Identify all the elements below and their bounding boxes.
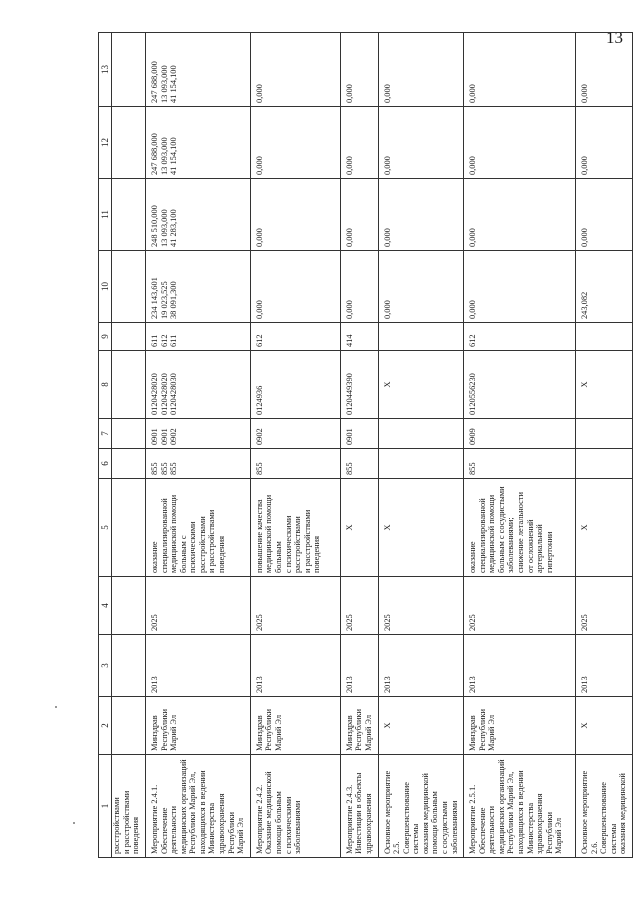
column-number-3: 3 <box>99 635 112 697</box>
cell-activity-name <box>112 755 146 858</box>
cell-executor <box>378 697 464 755</box>
cell-vr-value: 611 <box>169 334 179 347</box>
cell-grbs <box>576 449 633 479</box>
cell-start-year-text: 2013 <box>382 676 392 693</box>
cell-amount-col12-value: 0,000 <box>468 156 478 175</box>
cell-end-year-text: 2025 <box>254 614 264 631</box>
cell-vr <box>145 323 250 351</box>
cell-executor-text: Минздрав Республики Марий Эл <box>468 708 497 751</box>
cell-activity-name-text: расстройствами и расстройствами поведения <box>112 790 141 854</box>
cell-amount-col12-value: 0,000 <box>382 156 392 175</box>
cell-vr <box>340 323 378 351</box>
cell-amount-col13-value: 247 688,000 <box>149 61 159 103</box>
cell-grbs <box>112 449 146 479</box>
cell-start-year <box>464 635 576 697</box>
cell-amount-col13-value: 41 154,100 <box>169 65 179 103</box>
cell-start-year-text: 2013 <box>254 676 264 693</box>
cell-grbs-value: 855 <box>149 462 159 475</box>
cell-vr-value: 612 <box>159 334 169 347</box>
cell-csr <box>112 351 146 419</box>
cell-csr-value: 0120428020 <box>159 373 169 415</box>
cell-expected-result <box>112 479 146 577</box>
column-number-11: 11 <box>99 179 112 251</box>
cell-amount-col12-value: 0,000 <box>254 156 264 175</box>
cell-rzpr-value: 0901 <box>159 428 169 445</box>
cell-vr-value: 611 <box>149 334 159 347</box>
cell-amount-col11-value: 248 510,000 <box>149 205 159 247</box>
cell-rzpr <box>145 419 250 449</box>
cell-executor-text: X <box>382 722 392 729</box>
cell-amount-col13-value: 0,000 <box>382 84 392 103</box>
cell-amount-col12 <box>145 107 250 179</box>
cell-grbs <box>378 449 464 479</box>
cell-rzpr-value: 0902 <box>169 428 179 445</box>
cell-amount-col11 <box>576 179 633 251</box>
column-number-4: 4 <box>99 577 112 635</box>
cell-expected-result <box>340 479 378 577</box>
cell-grbs <box>340 449 378 479</box>
cell-amount-col13 <box>250 33 340 107</box>
cell-amount-col12 <box>464 107 576 179</box>
cell-start-year-text: 2013 <box>580 676 590 693</box>
cell-csr-value: X <box>580 381 590 388</box>
cell-grbs-value: 855 <box>254 462 264 475</box>
cell-start-year-text: 2013 <box>149 676 159 693</box>
cell-expected-result-text: оказание специализированной медицинской помощи больным с сосудистыми заболеваниями; снижение летальности от осложнений артериальной гипертонии <box>468 486 554 573</box>
cell-amount-col10 <box>576 251 633 323</box>
scan-speck <box>73 822 75 824</box>
table-row <box>576 33 633 858</box>
cell-amount-col11 <box>112 179 146 251</box>
cell-amount-col10-value: 0,000 <box>382 300 392 319</box>
cell-end-year-text: 2025 <box>382 614 392 631</box>
cell-rzpr <box>112 419 146 449</box>
cell-amount-col10 <box>464 251 576 323</box>
cell-rzpr <box>250 419 340 449</box>
cell-activity-name-text: Основное мероприятие 2.6. Совершенствование системы оказания медицинской <box>580 770 628 854</box>
cell-expected-result-text: оказание специализированной медицинской помощи больным с психическими расстройствами и расстройствами поведения <box>149 494 227 573</box>
column-number-10: 10 <box>99 251 112 323</box>
cell-amount-col10-value: 0,000 <box>468 300 478 319</box>
cell-grbs <box>250 449 340 479</box>
cell-start-year <box>378 635 464 697</box>
cell-rzpr-value: 0901 <box>344 428 354 445</box>
cell-expected-result-text: повышение качества медицинской помощи больным с психическими расстройствами и расстройствами поведения <box>254 494 322 573</box>
table-row <box>145 33 250 858</box>
column-number-5: 5 <box>99 479 112 577</box>
cell-csr <box>576 351 633 419</box>
cell-vr <box>576 323 633 351</box>
cell-rzpr-value: 0901 <box>149 428 159 445</box>
cell-rzpr <box>340 419 378 449</box>
cell-end-year <box>464 577 576 635</box>
cell-amount-col10 <box>145 251 250 323</box>
cell-amount-col10-value: 19 023,525 <box>159 281 169 319</box>
cell-activity-name-text: Мероприятие 2.5.1. Обеспечение деятельности медицинских организаций Республики Марий Эл, находящихся в ведении Министерства здравоохранения Республики Марий Эл <box>468 759 564 854</box>
cell-amount-col11-value: 0,000 <box>254 228 264 247</box>
cell-activity-name-text: Мероприятие 2.4.1. Обеспечение деятельности медицинских организаций Республики Марий Эл, находящихся в ведении Министерства здравоохранения Республики Марий Эл <box>149 759 246 854</box>
cell-amount-col11-value: 0,000 <box>382 228 392 247</box>
column-number-row <box>99 33 112 858</box>
cell-end-year <box>145 577 250 635</box>
cell-vr <box>464 323 576 351</box>
cell-csr-value: X <box>382 381 392 388</box>
cell-csr-value: 0120449390 <box>344 373 354 415</box>
cell-amount-col12-value: 247 688,000 <box>149 133 159 175</box>
cell-csr-value: 0120428030 <box>169 373 179 415</box>
cell-amount-col12-value: 0,000 <box>344 156 354 175</box>
cell-amount-col11 <box>145 179 250 251</box>
cell-expected-result-text: X <box>580 524 590 531</box>
column-number-8: 8 <box>99 351 112 419</box>
table-row <box>250 33 340 858</box>
cell-end-year-text: 2025 <box>344 614 354 631</box>
cell-activity-name <box>576 755 633 858</box>
cell-expected-result <box>378 479 464 577</box>
cell-executor-text: Минздрав Республики Марий Эл <box>254 708 283 751</box>
cell-executor <box>340 697 378 755</box>
cell-vr-value: 612 <box>254 334 264 347</box>
cell-start-year <box>112 635 146 697</box>
cell-amount-col11-value: 41 283,100 <box>169 209 179 247</box>
cell-end-year <box>250 577 340 635</box>
cell-amount-col13-value: 0,000 <box>254 84 264 103</box>
cell-executor <box>145 697 250 755</box>
cell-activity-name-text: Основное мероприятие 2.5. Совершенствование системы оказания медицинской помощи больным с сосудистыми заболеваниями <box>382 770 459 854</box>
cell-activity-name <box>250 755 340 858</box>
cell-amount-col10-value: 234 143,601 <box>149 277 159 319</box>
cell-executor <box>464 697 576 755</box>
cell-rzpr <box>576 419 633 449</box>
cell-amount-col12 <box>112 107 146 179</box>
cell-grbs-value: 855 <box>159 462 169 475</box>
cell-end-year-text: 2025 <box>580 614 590 631</box>
cell-amount-col13 <box>340 33 378 107</box>
cell-executor <box>576 697 633 755</box>
cell-grbs-value: 855 <box>344 462 354 475</box>
cell-csr <box>340 351 378 419</box>
cell-amount-col12-value: 41 154,100 <box>169 137 179 175</box>
cell-grbs-value: 855 <box>169 462 179 475</box>
scan-speck <box>55 706 57 708</box>
cell-end-year <box>576 577 633 635</box>
cell-amount-col10 <box>112 251 146 323</box>
cell-amount-col12 <box>378 107 464 179</box>
table-row <box>340 33 378 858</box>
cell-amount-col10 <box>378 251 464 323</box>
cell-amount-col13-value: 0,000 <box>344 84 354 103</box>
table-row <box>378 33 464 858</box>
cell-csr <box>250 351 340 419</box>
cell-end-year <box>112 577 146 635</box>
cell-amount-col12 <box>250 107 340 179</box>
cell-rzpr <box>464 419 576 449</box>
cell-amount-col10-value: 243,082 <box>580 291 590 319</box>
cell-expected-result-text: X <box>344 524 354 531</box>
cell-rzpr-value: 0902 <box>254 428 264 445</box>
cell-start-year-text: 2013 <box>344 676 354 693</box>
cell-amount-col13 <box>145 33 250 107</box>
cell-grbs-value: 855 <box>468 462 478 475</box>
cell-amount-col10-value: 38 091,300 <box>169 281 179 319</box>
cell-executor-text: Минздрав Республики Марий Эл <box>149 708 179 751</box>
column-number-13: 13 <box>99 33 112 107</box>
column-number-2: 2 <box>99 697 112 755</box>
table-row <box>112 33 146 858</box>
cell-csr <box>464 351 576 419</box>
column-number-1: 1 <box>99 755 112 858</box>
rotated-table-area <box>98 33 628 858</box>
cell-amount-col10 <box>340 251 378 323</box>
column-number-12: 12 <box>99 107 112 179</box>
program-table <box>98 32 633 858</box>
cell-amount-col13 <box>112 33 146 107</box>
cell-executor <box>250 697 340 755</box>
cell-activity-name-text: Мероприятие 2.4.2. Оказание медицинской помощи больным с психическими заболеваниями <box>254 771 303 854</box>
cell-start-year <box>340 635 378 697</box>
cell-expected-result-text: X <box>382 524 392 531</box>
cell-expected-result <box>576 479 633 577</box>
cell-amount-col11-value: 0,000 <box>580 228 590 247</box>
page-number: 13 <box>606 28 623 47</box>
cell-amount-col13-value: 13 093,000 <box>159 65 169 103</box>
table-body <box>112 33 633 858</box>
cell-end-year <box>378 577 464 635</box>
cell-amount-col13 <box>576 33 633 107</box>
cell-amount-col13 <box>464 33 576 107</box>
cell-activity-name <box>464 755 576 858</box>
cell-rzpr-value: 0909 <box>468 428 478 445</box>
cell-vr <box>250 323 340 351</box>
cell-amount-col13-value: 0,000 <box>468 84 478 103</box>
cell-csr <box>145 351 250 419</box>
column-number-9: 9 <box>99 323 112 351</box>
cell-vr <box>378 323 464 351</box>
cell-start-year <box>145 635 250 697</box>
cell-expected-result <box>250 479 340 577</box>
cell-amount-col12-value: 13 093,000 <box>159 137 169 175</box>
cell-activity-name <box>340 755 378 858</box>
cell-csr-value: 0120428020 <box>149 373 159 415</box>
cell-rzpr <box>378 419 464 449</box>
cell-grbs <box>464 449 576 479</box>
cell-start-year-text: 2013 <box>468 676 478 693</box>
cell-start-year <box>576 635 633 697</box>
cell-amount-col13-value: 0,000 <box>580 84 590 103</box>
cell-amount-col11 <box>378 179 464 251</box>
cell-vr <box>112 323 146 351</box>
cell-end-year-text: 2025 <box>149 614 159 631</box>
cell-activity-name-text: Мероприятие 2.4.3. Инвестиции в объекты здравоохранения <box>344 772 373 854</box>
cell-amount-col11-value: 13 093,000 <box>159 209 169 247</box>
cell-amount-col11-value: 0,000 <box>344 228 354 247</box>
cell-amount-col10-value: 0,000 <box>254 300 264 319</box>
cell-start-year <box>250 635 340 697</box>
cell-end-year <box>340 577 378 635</box>
table-row <box>464 33 576 858</box>
cell-csr-value: 0124936 <box>254 385 264 415</box>
cell-amount-col12 <box>340 107 378 179</box>
column-number-7: 7 <box>99 419 112 449</box>
cell-activity-name <box>145 755 250 858</box>
cell-amount-col11 <box>250 179 340 251</box>
cell-vr-value: 414 <box>344 334 354 347</box>
cell-amount-col10-value: 0,000 <box>344 300 354 319</box>
cell-csr-value: 0120556230 <box>468 373 478 415</box>
cell-executor-text: X <box>580 722 590 729</box>
cell-amount-col12-value: 0,000 <box>580 156 590 175</box>
cell-expected-result <box>464 479 576 577</box>
cell-expected-result <box>145 479 250 577</box>
cell-amount-col11 <box>464 179 576 251</box>
cell-amount-col13 <box>378 33 464 107</box>
cell-activity-name <box>378 755 464 858</box>
cell-grbs <box>145 449 250 479</box>
cell-csr <box>378 351 464 419</box>
cell-end-year-text: 2025 <box>468 614 478 631</box>
cell-amount-col12 <box>576 107 633 179</box>
cell-amount-col11-value: 0,000 <box>468 228 478 247</box>
cell-amount-col10 <box>250 251 340 323</box>
cell-executor <box>112 697 146 755</box>
column-number-6: 6 <box>99 449 112 479</box>
cell-executor-text: Минздрав Республики Марий Эл <box>344 708 373 751</box>
cell-vr-value: 612 <box>468 334 478 347</box>
cell-amount-col11 <box>340 179 378 251</box>
